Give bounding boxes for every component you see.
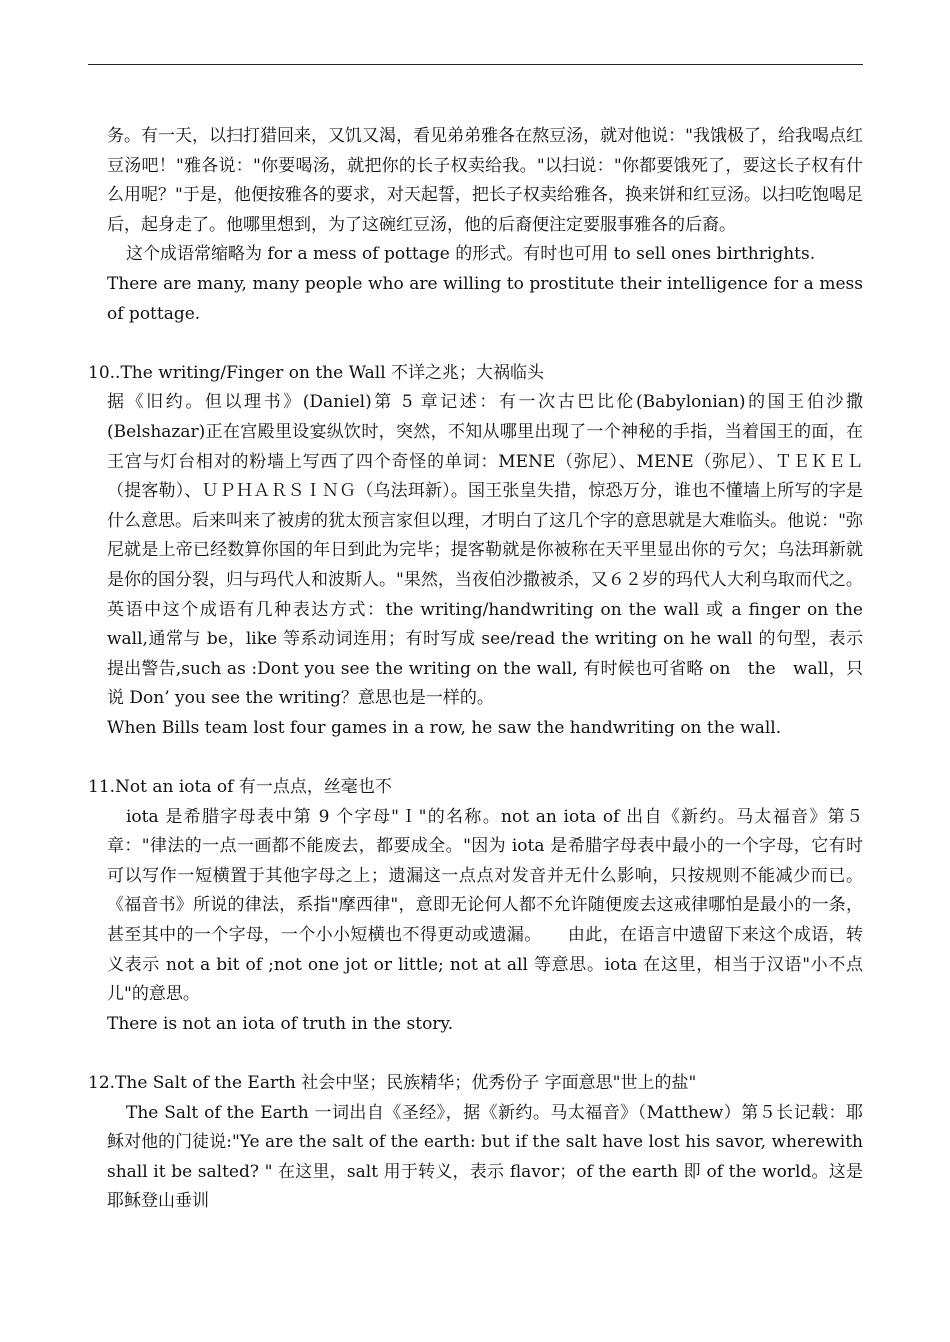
continuation-note: 这个成语常缩略为 for a mess of pottage 的形式。有时也可用 to sell ones birthrights. — [126, 244, 816, 265]
entry-12-body: The Salt of the Earth 一词出自《圣经》，据《新约。马太福音》（Matthew）第５长记载：耶稣对他的门徒说:"Ye are the salt of the earth: but if the salt have lost his savor, wherewith shall it be salted? " 在这里，salt 用于转义，表示 flavor；of the earth 即 of the world。这是耶稣登山垂训 — [107, 1102, 863, 1212]
entry-10-note: 英语中这个成语有几种表达方式：the writing/handwriting on the wall 或 a finger on the wall,通常与 be，like 等系动词连用；有时写成 see/read the writing on he wall 的句型，表示提出警告,such as :Dont you see the writing on the wall, 有时候也可省略 on the wall，只说 Don’ you see the writing？意思也是一样的。 — [107, 599, 863, 709]
entry-11-heading: 11.Not an iota of 有一点点，丝毫也不 — [88, 777, 392, 798]
entry-10-heading: 10..The writing/Finger on the Wall 不详之兆；大祸临头 — [88, 362, 545, 383]
entry-11-body: iota 是希腊字母表中第 9 个字母"Ｉ"的名称。not an iota of 出自《新约。马太福音》第５章："律法的一点一画都不能废去，都要成全。"因为 iota 是希腊字母表中最小的一个字母，它有时可以写作一短横置于其他字母之上；遗漏这一点点对发音并无什么影响，只按规则不能减少而已。《福音书》所说的律法，系指"摩西律"，意即无论何人都不允许随便废去这戒律哪怕是最小的一条，甚至其中的一个字母，一个小小短横也不得更动或遗漏。 由此，在语言中遗留下来这个成语，转义表示 not a bit of ;not one jot or little; not at all 等意思。iota 在这里，相当于汉语"小不点儿"的意思。 — [107, 806, 863, 1005]
header-rule — [88, 64, 863, 65]
entry-11-example: There is not an iota of truth in the story. — [107, 1013, 454, 1034]
section-gap — [88, 329, 863, 359]
document-body — [88, 122, 863, 1217]
continuation-paragraph: 务。有一天，以扫打猎回来，又饥又渴，看见弟弟雅各在熬豆汤，就对他说："我饿极了，给我喝点红豆汤吧！"雅各说："你要喝汤，就把你的长子权卖给我。"以扫说："你都要饿死了，要这长子权有什么用呢？"于是，他便按雅各的要求，对天起誓，把长子权卖给雅各，换来饼和红豆汤。以扫吃饱喝足后，起身走了。他哪里想到，为了这碗红豆汤，他的后裔便注定要服事雅各的后裔。 — [107, 126, 863, 235]
section-gap — [88, 1039, 863, 1069]
entry-10-body: 据《旧约。但以理书》(Daniel)第 5 章记述：有一次古巴比伦(Babylonian)的国王伯沙撒(Belshazar)正在宫殿里设宴纵饮时，突然，不知从哪里出现了一个神秘的手指，当着国王的面，在王宫与灯台相对的粉墙上写西了四个奇怪的单词：MENE（弥尼）、MENE（弥尼）、ＴＥＫＥＬ（提客勒）、ＵＰＨＡＲＳＩＮＧ（乌法珥新）。国王张皇失措，惊恐万分，谁也不懂墙上所写的字是什么意思。后来叫来了被虏的犹太预言家但以理，才明白了这几个字的意思就是大难临头。他说："弥尼就是上帝已经数算你国的年日到此为完毕；提客勒就是你被称在天平里显出你的亏欠；乌法珥新就是你的国分裂，归与玛代人和波斯人。"果然，当夜伯沙撒被杀，又６２岁的玛代人大利乌取而代之。 — [107, 392, 863, 590]
entry-12-heading: 12.The Salt of the Earth 社会中坚；民族精华；优秀份子 字面意思"世上的盐" — [88, 1073, 697, 1093]
entry-10-example: When Bills team lost four games in a row, he saw the handwriting on the wall. — [107, 717, 782, 738]
section-gap — [88, 743, 863, 773]
continuation-example: There are many, many people who are willing to prostitute their intelligence for a mess of pottage. — [107, 273, 863, 324]
